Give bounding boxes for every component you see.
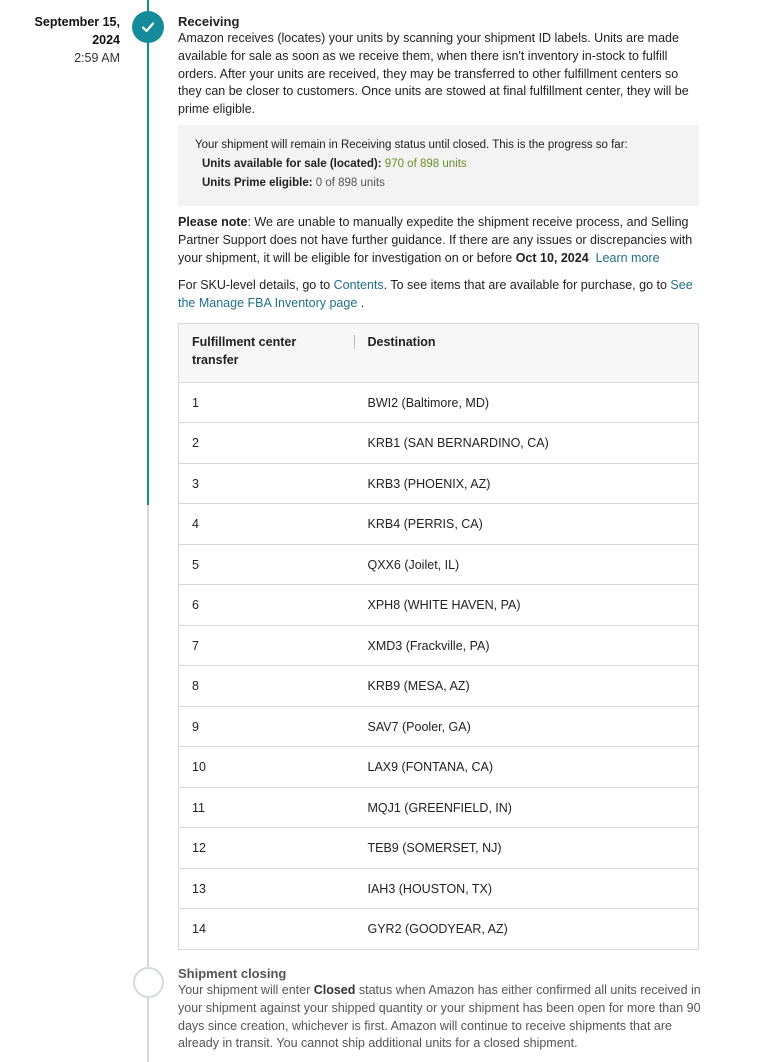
destination: MQJ1 (GREENFIELD, IN) bbox=[355, 787, 699, 828]
table-row bbox=[179, 544, 699, 585]
table-row bbox=[179, 423, 699, 464]
please-note bbox=[178, 214, 699, 267]
manage-fba-inventory-link[interactable]: See the Manage FBA Inventory page bbox=[178, 278, 693, 311]
timeline-track-tail bbox=[147, 998, 149, 1062]
note-date: Oct 10, 2024 bbox=[515, 250, 589, 265]
table-header-row bbox=[179, 323, 699, 382]
shipment-closing-step bbox=[178, 965, 702, 1053]
closed-word: Closed bbox=[313, 983, 356, 997]
table-row bbox=[179, 909, 699, 950]
destination: KRB4 (PERRIS, CA) bbox=[355, 504, 699, 545]
transfer-number: 12 bbox=[179, 828, 355, 869]
transfer-number: 5 bbox=[179, 544, 355, 585]
progress-panel bbox=[178, 125, 699, 206]
column-header-transfer: Fulfillment center transfer bbox=[179, 323, 355, 382]
sku-prefix: For SKU-level details, go to bbox=[178, 278, 334, 293]
closing-step-node bbox=[133, 967, 164, 998]
destination: KRB9 (MESA, AZ) bbox=[355, 666, 699, 707]
closing-title: Shipment closing bbox=[178, 966, 287, 981]
receiving-step bbox=[178, 13, 699, 950]
receiving-timestamp bbox=[0, 13, 120, 67]
note-text: : We are unable to manually expedite the shipment receive process, and Selling Partner Support does not have further guidance. If there are any issues or discrepancies with your shipment, it will be eligible for investigation on or before bbox=[178, 214, 693, 265]
table-row bbox=[179, 787, 699, 828]
table-row bbox=[179, 868, 699, 909]
destination: LAX9 (FONTANA, CA) bbox=[355, 747, 699, 788]
column-header-destination: Destination bbox=[355, 323, 699, 382]
destination: XMD3 (Frackville, PA) bbox=[355, 625, 699, 666]
transfer-number: 7 bbox=[179, 625, 355, 666]
table-row bbox=[179, 382, 699, 423]
destination: KRB1 (SAN BERNARDINO, CA) bbox=[355, 423, 699, 464]
transfer-number: 4 bbox=[179, 504, 355, 545]
table-row bbox=[179, 666, 699, 707]
destination: QXX6 (Joilet, IL) bbox=[355, 544, 699, 585]
transfer-number: 6 bbox=[179, 585, 355, 626]
table-row bbox=[179, 625, 699, 666]
units-prime-value: 0 of 898 units bbox=[315, 176, 385, 189]
transfer-number: 2 bbox=[179, 423, 355, 464]
note-label: Please note bbox=[178, 214, 248, 229]
sku-suffix: . bbox=[357, 296, 365, 311]
receiving-description: Amazon receives (locates) your units by scanning your shipment ID labels. Units are made available for sale as soon as we receive them, when there isn't inventory in-stock to fulfill orders. After your units are received, they may be transferred to other fulfillment centers so they can be closer to customers. Once units are stowed at final fulfillment center, they will be prime eligible. bbox=[178, 31, 689, 117]
contents-link[interactable]: Contents bbox=[333, 278, 384, 293]
transfer-number: 8 bbox=[179, 666, 355, 707]
check-icon bbox=[140, 19, 156, 35]
destination: TEB9 (SOMERSET, NJ) bbox=[355, 828, 699, 869]
units-available-label: Units available for sale (located): bbox=[202, 157, 382, 170]
units-available-value: 970 of 898 units bbox=[384, 157, 467, 170]
units-prime-label: Units Prime eligible: bbox=[202, 176, 313, 189]
destination: XPH8 (WHITE HAVEN, PA) bbox=[355, 585, 699, 626]
units-prime-row bbox=[195, 174, 682, 193]
fulfillment-center-table bbox=[178, 323, 699, 950]
timeline-track-inactive bbox=[147, 505, 149, 967]
transfer-number: 14 bbox=[192, 922, 206, 937]
destination: BWI2 (Baltimore, MD) bbox=[355, 382, 699, 423]
sku-middle: . To see items that are available for purchase, go to bbox=[383, 278, 671, 293]
sku-details bbox=[178, 277, 699, 313]
destination: IAH3 (HOUSTON, TX) bbox=[355, 868, 699, 909]
units-available-row bbox=[195, 155, 682, 174]
transfer-number: 1 bbox=[179, 382, 355, 423]
receiving-step-node bbox=[132, 11, 164, 43]
destination: KRB3 (PHOENIX, AZ) bbox=[355, 463, 699, 504]
destination: GYR2 (GOODYEAR, AZ) bbox=[367, 922, 508, 937]
progress-intro: Your shipment will remain in Receiving status until closed. This is the progress so far: bbox=[195, 138, 628, 151]
learn-more-link[interactable]: Learn more bbox=[595, 250, 660, 265]
table-row bbox=[179, 463, 699, 504]
table-row bbox=[179, 706, 699, 747]
transfer-number: 9 bbox=[179, 706, 355, 747]
table-row bbox=[179, 585, 699, 626]
table-row bbox=[179, 828, 699, 869]
receiving-time: 2:59 AM bbox=[74, 51, 120, 65]
receiving-date-line1: September 15, bbox=[34, 15, 120, 29]
receiving-title: Receiving bbox=[178, 14, 240, 29]
transfer-number: 13 bbox=[179, 868, 355, 909]
closing-description: Your shipment will enter Closed status when Amazon has either confirmed all units received in your shipment against your shipped quantity or your shipment has been open for more than 90 days since creation, whichever is first. Amazon will continue to receive shipments that are already in transit. You cannot ship additional units for a closed shipment. bbox=[178, 983, 701, 1051]
table-row bbox=[179, 504, 699, 545]
table-row bbox=[179, 747, 699, 788]
transfer-number: 3 bbox=[179, 463, 355, 504]
receiving-date-line2: 2024 bbox=[92, 33, 120, 47]
destination: SAV7 (Pooler, GA) bbox=[355, 706, 699, 747]
transfer-number: 11 bbox=[179, 787, 355, 828]
transfer-number: 10 bbox=[179, 747, 355, 788]
timeline-track-active bbox=[147, 0, 149, 505]
